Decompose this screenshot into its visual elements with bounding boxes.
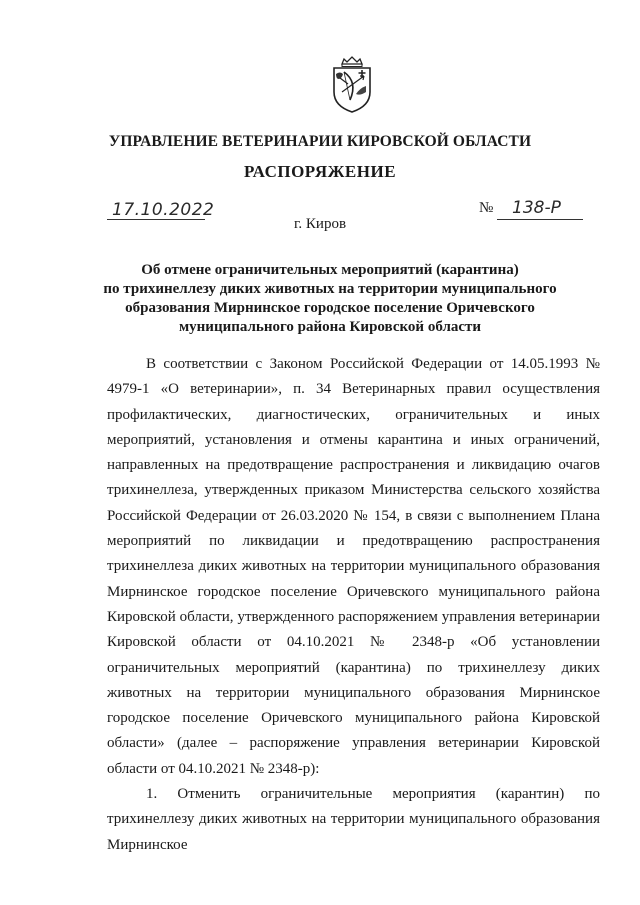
- body-paragraph-item-1: 1. Отменить ограничительные мероприятия (карантин) по трихинеллезу диких животных на территории муниципального образования Мирнинское: [107, 786, 600, 853]
- number-label: №: [479, 200, 494, 216]
- subject-line: муниципального района Кировской области: [178, 319, 482, 335]
- document-subject: [100, 261, 560, 337]
- document-number: 138-Р: [512, 198, 561, 218]
- document-body: [107, 352, 600, 858]
- body-paragraph-preamble: В соответствии с Законом Российской Федерации от 14.05.1993 № 4979-1 «О ветеринарии», п. 34 Ветеринарных правил осуществления профилактических, диагностических, ограничительных и иных мероприятий, установления и отмены карантина и иных ограничений, направленных на предотвращение распространения и ликвидацию очагов трихинеллеза, утвержденных приказом Министерства сельского хозяйства Российской Федерации от 26.03.2020 № 154, в связи с выполнением Плана мероприятий по ликвидации и предотвращению распространения трихинеллеза диких животных на территории муниципального образования Мирнинское городское поселение Оричевского муниципального района Кировской области, утвержденного распоряжением управления ветеринарии Кировской области от 04.10.2021 № 2348-р «Об установлении ограничительных мероприятий (карантина) по трихинеллезу диких животных на территории муниципального образования Мирнинское городское поселение Оричевского муниципального района Кировской области» (далее – распоряжение управления ветеринарии Кировской области от 04.10.2021 № 2348-р):: [107, 356, 600, 777]
- subject-line: по трихинеллезу диких животных на территории муниципального: [103, 281, 557, 297]
- organization-title: УПРАВЛЕНИЕ ВЕТЕРИНАРИИ КИРОВСКОЙ ОБЛАСТИ: [108, 133, 532, 150]
- document-date: 17.10.2022: [112, 200, 215, 220]
- kirov-coat-of-arms-icon: [328, 56, 376, 114]
- city-label: г. Киров: [293, 216, 347, 232]
- document-type-title: РАСПОРЯЖЕНИЕ: [243, 162, 397, 181]
- subject-line: Об отмене ограничительных мероприятий (карантина): [141, 262, 519, 278]
- subject-line: образования Мирнинское городское поселение Оричевского: [125, 300, 535, 316]
